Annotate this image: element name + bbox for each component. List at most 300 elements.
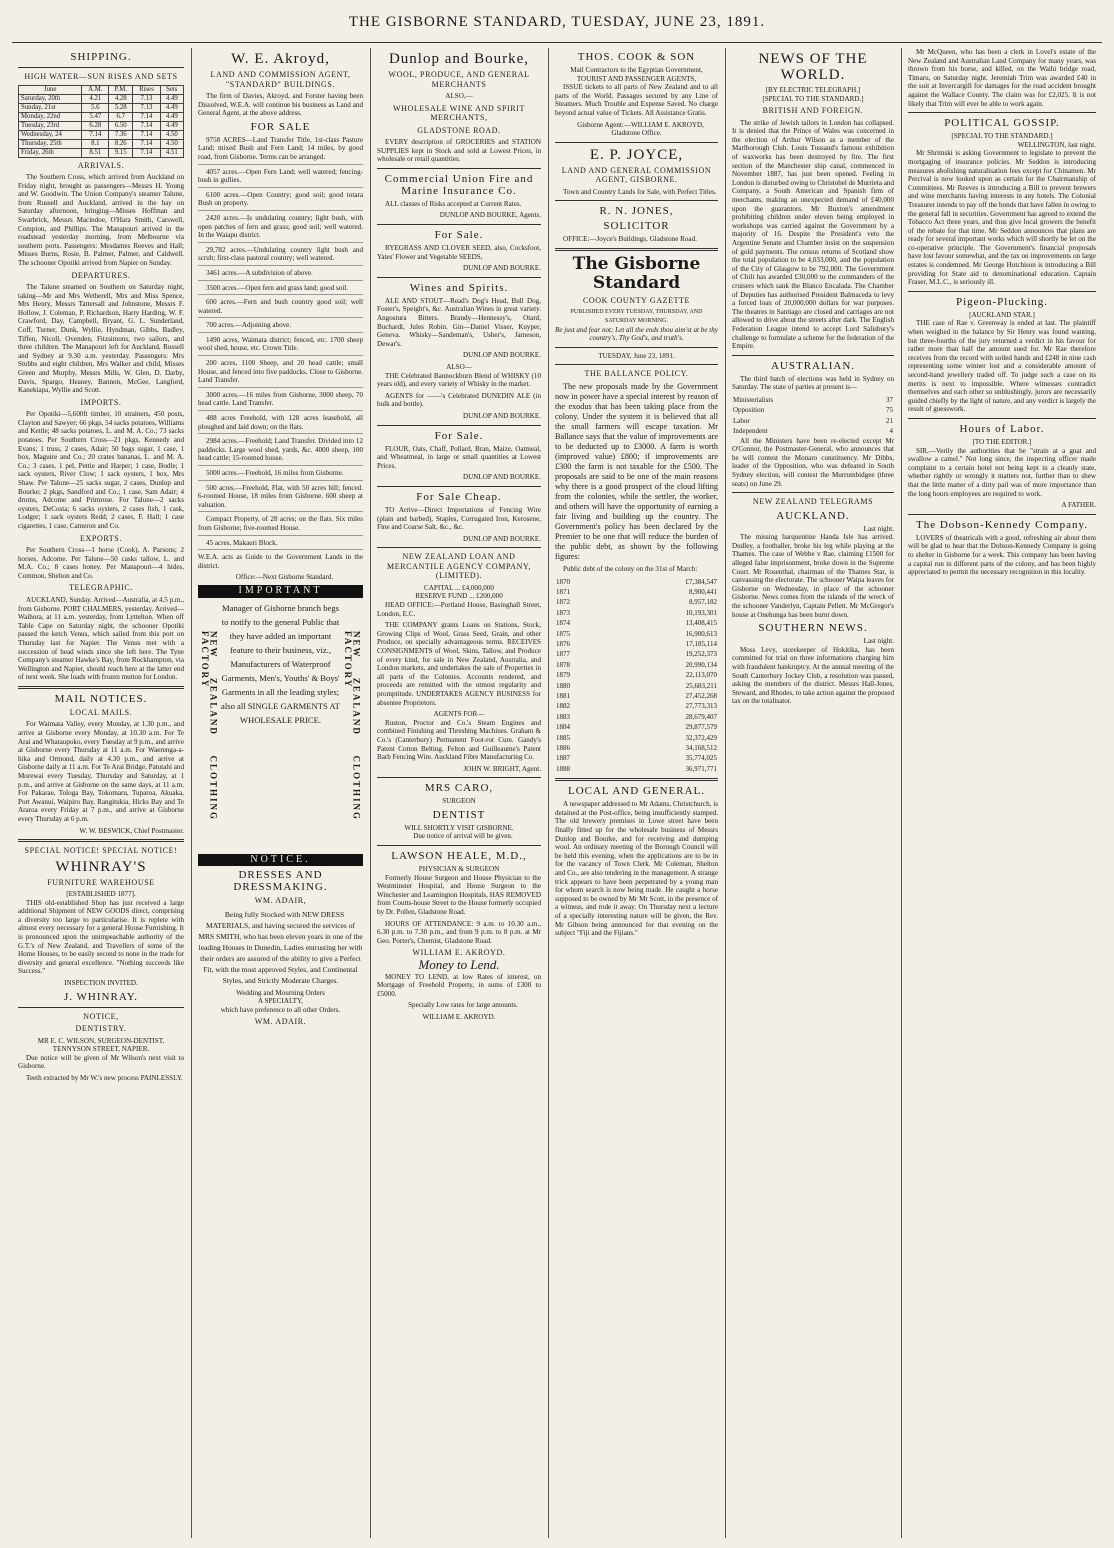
commercial-signature: DUNLOP AND BOURKE, Agents. — [439, 211, 541, 220]
special-notice: SPECIAL NOTICE! SPECIAL NOTICE! — [24, 846, 178, 856]
notice-banner: NOTICE. — [198, 854, 363, 867]
for-sale-signature: DUNLOP AND BOURKE. — [463, 264, 541, 273]
caro-dentist: DENTIST — [432, 808, 486, 821]
party-cell: Independent — [733, 427, 768, 436]
tide-cell: 8.51 — [82, 148, 109, 157]
land-listing: 500 acres.—Freehold, Flat, with 50 acres bill; fenced. 6-roomed House, 18 miles from Gisborne. 600 sheep at valuation. — [198, 484, 363, 513]
money-signature: WILLIAM E. AKROYD. — [422, 1012, 496, 1021]
tide-cell: 5.47 — [82, 112, 109, 121]
debt-caption: Public debt of the colony on the 31st of March: — [563, 564, 698, 573]
dunlop-address: GLADSTONE ROAD. — [417, 125, 501, 135]
table-row — [555, 660, 718, 670]
land-listing: 3500 acres.—Open fern and grass land; good soil. — [198, 284, 363, 296]
departures-text: The Talune steamed on Southern on Saturday night, taking—Mr and Mrs Wetherell, Mrs and Miss Spence, Mrs Henry, Messrs Tattersall and Johnstone, Messrs F. Hollow, J. Coleman, P. Richardson, Harry Harding, W. F. Crawford, Day, Campbell, Bryant, G. L. Sunderland, Coff, Turner, Dunk, Wyllie, Hyndman, Gibbs, Badley, Tiffen, Nicoll, Ovenden, Fitzsimons, two sailors, and three children. The Manapouri left for Auckland, Russell and Sydney at 9.30 a.m. yesterday. Passengers: Mrs Stubbs and eight children, Mrs Walker and child, Misses Green and Murphy, Messrs Mills, W. Glen, D. Darby, Davis, Spargo, Heaney, Bannon, McGee, Langford, Kanekiapa, Wyllie and Scott. — [18, 283, 184, 395]
land-listings — [198, 136, 363, 550]
divider — [377, 777, 541, 778]
whinray-text: THIS old-established Shop has just received a large additional Shipment of NEW GOODS direct, comprising a diversity too large to particularise. It is replete with almost every necessary for a general House Furnishing. It is pronounced upon the unimpeachable authority of the G.T.'s of New Zealand, and Travellers of some of the Home Houses, to be easily second to none in the trade for diversity and general excellence. "Nothing succeeds like Success." — [18, 898, 184, 976]
divider — [18, 1007, 184, 1008]
divider — [377, 845, 541, 846]
debt-cell: 1873 — [556, 608, 570, 617]
land-listing: 5000 acres.—Freehold, 16 miles from Gisborne. — [198, 469, 363, 481]
table-row — [19, 130, 184, 139]
australian-text-2: All the Ministers have been re-elected except Mr O'Connor, the Postmaster-General, who announces that he will contest the Monaro constituency. Mr Dibbs, leader of the Opposition, who was defeated in South Sydney election, will contest the Murrumbidgee (three seats) on June 29. — [732, 436, 894, 488]
cheap-heading: For Sale Cheap. — [416, 490, 502, 503]
ballance-text: The new proposals made by the Government now in power have a special interest by reason of the exodus that has been taking place from the colony. Under the system it is believed that all the small farmers will escape taxation. Mr Ballance says that the value of improvements are to be deducted up to £3000. A farm is worth (improved value) £800; if improvements are £300 the farm is not taxable for the £500. The proposals are said to be one of the main reasons why there is a good prospect of the cloud lifting from the colonies, while the settler, the worker, and others will have the opportunity of earning a fair living and building up the country. The Government's policy has been declared by the Premier to be one that will reduce the burden of the public debt, as shown by the following figures: — [555, 381, 718, 561]
political-gossip-text: Mr Shrimski is asking Government to legislate to prevent the mortgaging of insurance policies. Mr Seddon is introducing measures abolishing naturalisation fees except for Chinamen. Mr Percival is now looked upon as certain for the Chairmanship of Committees. Mr Reeves is introducing a Bill to prevent brewers and wine merchants having interests in any hotels. The Colonial Treasurer intends to pay off the bonds that have fallen in owing to the general fall in securities. Government has agreed to extend the Tobacco Act three years, and thus give local growers the benefit of the rebate for that time. Mr Seddon announces that plans are ready for several important works which will shortly be let on the co-operative principle. The Government's financial proposals have lost favour somewhat, and the tax on improvements on large estates is condemned. Mr George Hutchison is introducing a Bill providing for State aid to denominational education. Captain Fraser, M.L.C., is seriously ill. — [908, 149, 1096, 287]
nz-loan-office: HEAD OFFICE:—Portland House, Basinghall Street, London, E.C. — [377, 601, 541, 618]
debt-cell: 19,252,373 — [685, 650, 717, 659]
flour-signature: DUNLOP AND BOURKE. — [463, 473, 541, 482]
table-row — [19, 148, 184, 157]
australian-heading: AUSTRALIAN. — [770, 359, 856, 372]
table-row — [555, 743, 718, 753]
divider — [555, 778, 718, 781]
tide-header-cell: Rises — [133, 85, 160, 94]
ballance-heading: THE BALLANCE POLICY. — [584, 369, 689, 379]
wilson-footer: Teeth extracted by Mr W.'s new process PAINLESSLY. — [26, 1074, 183, 1082]
adair-heading: WM. ADAIR, — [254, 896, 307, 906]
hours-of-labor-heading: Hours of Labor. — [959, 422, 1045, 435]
dobson-kennedy-text: LOVERS of theatricals with a good, refreshing air about them will be glad to hear that the Dobson-Kennedy Company is going to shelter in Gisborne for a week. This company has been having a capital run in different parts of the colony, and has been highly appreciated to permit the necessary recognition in this locality. — [908, 533, 1096, 577]
nz-loan-heading: NEW ZEALAND LOAN AND MERCANTILE AGENCY COMPANY, (LIMITED). — [387, 552, 531, 581]
tide-cell: 4.49 — [160, 94, 183, 103]
shipping-heading: SHIPPING. — [70, 51, 132, 63]
hours-of-labor-sub: [TO THE EDITOR.] — [972, 437, 1032, 446]
debt-cell: 1874 — [556, 619, 570, 628]
column-3 — [371, 48, 547, 1538]
table-row — [19, 112, 184, 121]
nameplate: The Gisborne Standard — [572, 253, 701, 293]
divider — [732, 492, 894, 493]
local-mails-subheading: LOCAL MAILS. — [69, 707, 133, 717]
akroyd-text: The firm of Davies, Akroyd, and Forster having been Dissolved, W.E.A. will continue his business as Land and General Agent, at the above address. — [198, 92, 363, 118]
important-banner: IMPORTANT — [198, 585, 363, 598]
also-label: ALSO— — [446, 363, 472, 371]
tide-cell: 7.14 — [133, 121, 160, 130]
factory-banner-left: NEW ZEALAND CLOTHING FACTORY — [200, 630, 219, 821]
for-sale-heading: For Sale. — [434, 229, 484, 242]
party-cell: Labor — [733, 416, 750, 425]
whinray-invite: INSPECTION INVITED. — [64, 979, 138, 988]
debt-cell: 1877 — [556, 650, 570, 659]
table-row — [732, 405, 894, 415]
debt-cell: 1872 — [556, 598, 570, 607]
column-6 — [902, 48, 1102, 1538]
tide-cell: 5.28 — [109, 103, 133, 112]
pigeon-plucking-heading: Pigeon-Plucking. — [955, 295, 1049, 308]
debt-cell: 1875 — [556, 629, 570, 638]
masthead-rule — [12, 42, 1102, 43]
land-listing: 3461 acres.—A subdivision of above. — [198, 269, 363, 281]
tide-cell: 4.49 — [160, 103, 183, 112]
factory-advert — [198, 601, 363, 851]
cook-subheading: Mail Contractors to the Egyptian Government, TOURIST AND PASSENGER AGENTS, — [570, 66, 703, 83]
debt-cell: 8,957,182 — [689, 598, 717, 607]
tide-cell: 4.49 — [160, 121, 183, 130]
divider — [377, 425, 541, 426]
heale-heading: LAWSON HEALE, M.D., — [391, 850, 527, 863]
auckland-date: Last night. — [863, 524, 894, 533]
land-listing: 700 acres.—Adjoining above. — [198, 321, 363, 333]
debt-cell: 1870 — [556, 577, 570, 586]
motto: Be just and fear not; Let all the ends thou aim'st at be thy country's, Thy God's, and truth's. — [555, 325, 718, 343]
joyce-text: Town and Country Lands for Sale, with Perfect Titles. — [563, 187, 717, 196]
tide-header-cell: June — [19, 85, 82, 94]
jones-heading: R. N. JONES, — [599, 205, 674, 218]
table-row — [555, 597, 718, 607]
land-listing: Compact Property, of 28 acres; on the flats. Six miles from Gisborne; five-roomed House. — [198, 515, 363, 535]
tide-cell: 7.14 — [133, 112, 160, 121]
table-row — [555, 639, 718, 649]
divider — [555, 142, 718, 143]
land-listing: 4057 acres.—Open Fern Land; well watered; fencing-bush in gullies. — [198, 168, 363, 188]
debt-cell: 29,877,579 — [685, 723, 717, 732]
divider — [908, 112, 1096, 113]
dateline: TUESDAY, June 23, 1891. — [598, 351, 675, 360]
cook-signature: Gisborne Agent:—WILLIAM E. AKROYD, Gladstone Office. — [577, 120, 704, 138]
table-row — [555, 629, 718, 639]
tide-cell: Saturday, 20th — [19, 94, 82, 103]
table-row — [555, 608, 718, 618]
divider — [18, 686, 184, 689]
imports-text: Per Opotiki—5,600ft timber, 10 strainers, 450 posts, Clayton and Sawyer; 66 pkgs, 54 sacks potatoes, Williams and Kettle; 48 sacks potatoes, L. and M. A. Co.; 73 sacks potatoes. Per Southern Cross—21 pkgs, Kennedy and Evans; 1 truss, 2 cases, Adair; 50 bags sugar, 1 case, 1 box, Maguire and Co.; 20 crates bananas, L. and M. A. Co.; 3 cases, 1 pel, Pettie and Harper; 1 case, Bodle; 1 sack oysters, River Clow; 1 sack oysters, 1 box, Mrs Shaw. Per Talune—25 sacks sugar, 2 cases, Dunlop and Bourke; 2 pkgs, Sandford and Co.; 1 case, Sam Adair; 4 drums, Adcome and Primrose. For Talune—2 sacks oysters, DeCosta; 6 sacks oysters, 2 cases fish, 1 cask, Lodger; 1 sack oysters Redd; 2 cases, F. Hall; 1 case cigarettes, 1 case, Cameron and Co. — [18, 410, 184, 530]
column-5 — [726, 48, 900, 1538]
debt-cell: 27,452,268 — [685, 691, 717, 700]
tide-cell: 6.7 — [109, 112, 133, 121]
debt-cell: 8,900,441 — [689, 587, 717, 596]
southern-news-heading: SOUTHERN NEWS. — [758, 622, 868, 635]
debt-cell: 17,185,114 — [685, 639, 717, 648]
whisky-text: THE Celebrated Bannockburn Blend of WHISKY (10 years old), and every variety of Whisky in the market. — [377, 371, 541, 389]
british-foreign-heading: BRITISH AND FOREIGN. — [762, 106, 864, 116]
column-4 — [549, 48, 724, 1538]
land-listing: 9758 ACRES—Land Transfer Title, 1st-class Pasture Land; mixed Bush and Fern Land; 14 miles, by good road, from Gisborne. Terms can be arranged. — [198, 136, 363, 165]
news-subheading-special: [SPECIAL TO THE STANDARD.] — [762, 94, 864, 103]
pigeon-plucking-text: THE case of Rae v. Greenway is ended at last. The plaintiff when weighed in the balance by Sir Henry was found wanting, but three-fourths of the jury returned a verdict in his favour for rather more than half the amount sued for. Mr Rae therefore receives from the record with soiled hands and £248 in nine cash representing some winner lost and a considerable amount of second-hand jewellery traded off. To judge such a case on its merits is next to impossible. Where witnesses contradict themselves and each other so unblushingly, jurors are necessarily guided chiefly by the light of nature, and any verdict is largely the result of guesswork. — [908, 319, 1096, 414]
tide-cell: 6.28 — [82, 121, 109, 130]
divider — [908, 418, 1096, 419]
table-row — [19, 121, 184, 130]
table-row — [555, 670, 718, 680]
party-cell: 21 — [886, 416, 893, 425]
debt-cell: 1879 — [556, 671, 570, 680]
tide-cell: Tuesday, 23rd — [19, 121, 82, 130]
tide-cell: Thursday, 25th — [19, 139, 82, 148]
dunlop-wholesale: WHOLESALE WINE AND SPIRIT MERCHANTS, — [393, 103, 525, 123]
cheap-signature: DUNLOP AND BOURKE. — [463, 534, 541, 543]
debt-cell: 1884 — [556, 723, 570, 732]
debt-cell: 1883 — [556, 712, 570, 721]
debt-cell: 1881 — [556, 691, 570, 700]
auckland-heading: AUCKLAND. — [776, 509, 850, 522]
cook-heading: THOS. COOK & SON — [577, 51, 696, 63]
table-row — [555, 618, 718, 628]
land-listing: 600 acres.—Fern and bush country good soil; well watered. — [198, 298, 363, 318]
divider — [908, 291, 1096, 292]
table-row — [555, 649, 718, 659]
whinray-established: [ESTABLISHED 1877]. — [66, 890, 136, 899]
public-debt-table — [555, 577, 718, 775]
debt-cell: 1888 — [556, 764, 570, 773]
akroyd-office: Office:—Next Gisborne Standard. — [235, 573, 334, 582]
tide-cell: 7.14 — [82, 130, 109, 139]
political-gossip-heading: POLITICAL GOSSIP. — [944, 117, 1060, 130]
party-cell: Opposition — [733, 406, 765, 415]
debt-cell: 1871 — [556, 587, 570, 596]
auckland-text: The missing barquentine Handa Isle has arrived. Dudley, a footballer, broke his leg while playing at the Thames. The case of Webbe v Rae, claiming £1500 for alleged false imprisonment, broke down in the Supreme Court. Mr Rosenthal, chairman of the Thames Star, is canvassing the electorate. The schooner Waipa leaves for Gisborne on Wednesday, in place of the schooner Gisborne. News comes from the islands of the wreck of the schooner Vanderlyn, Captain Pellett. Mr McGregor's house at Onehunga has been burnt down. — [732, 533, 894, 619]
telegraphic-text: AUCKLAND, Sunday. Arrived—Australia, at 4.5 p.m., from Gisborne. PORT CHALMERS, yesterday. Arrived—Waihora, at 11 a.m. yesterday, from Lyttelton. When off Table Cape on Saturday night, the schooner Opotiki passed the ketch Venus, which sailed from this port on Thursday last for Napier. The Venus met with a succession of head winds since she left here. The Tyne Company's steamer Hawke's Bay, from Rockhampton, via Wellington and Napier, should reach here at the latter end of next week. She loads with frozen mutton for London. — [18, 595, 184, 682]
tide-cell: Sunday, 21st — [19, 103, 82, 112]
divider — [18, 839, 184, 842]
tide-cell: 4.51 — [160, 148, 183, 157]
tide-cell: 5.6 — [82, 103, 109, 112]
factory-text: Manager of Gisborne branch begs to notify to the general Public that they have added an important feature to their business, viz., Manufacturers of Waterproof Garments, Men's, Youths' & Boys' Garments in all the leading styles; also all SINGLE GARMENTS AT WHOLESALE PRICE. — [221, 602, 340, 725]
exports-heading: EXPORTS. — [80, 533, 122, 543]
caro-heading: MRS CARO, — [424, 782, 494, 795]
table-row — [555, 577, 718, 587]
divider — [377, 224, 541, 225]
tide-cell: 7.14 — [133, 148, 160, 157]
wines-signature: DUNLOP AND BOURKE. — [463, 351, 541, 360]
akroyd-subheading: LAND AND COMMISSION AGENT, "STANDARD" BUILDINGS. — [210, 70, 351, 89]
debt-cell: 32,372,429 — [685, 733, 717, 742]
tide-cell: 6.50 — [109, 121, 133, 130]
land-listing: 1490 acres, Waimata district; fenced, etc. 1700 sheep wool shed, house, etc. Crown Title. — [198, 336, 363, 356]
tide-cell: 7.13 — [133, 94, 160, 103]
pigeon-plucking-sub: [AUCKLAND STAR.] — [969, 310, 1035, 319]
parties-table — [732, 395, 894, 437]
imports-heading: IMPORTS. — [80, 397, 122, 407]
column6-intro: Mr McQueen, who has been a clerk in Lovel's estate of the New Zealand and Australian Land Company for many years, was thrown from his horse, and killed, on the Waihi bridge road, Timaru, on Saturday night. Jeremiah Trim was awarded £40 in the suit at Invercargill for damages for the road accident brought against the Wallace County. The claim was for £2,025. It is not likely that Trim will ever be able to work again. — [908, 48, 1096, 108]
caro-due: Due notice of arrival will be given. — [413, 832, 513, 841]
debt-cell: 1878 — [556, 660, 570, 669]
jones-text: OFFICE:—Joyce's Buildings, Gladstone Road. — [563, 235, 697, 244]
land-listing: 488 acres Freehold, with 128 acres leasehold, all ploughed and laid down; on the flats. — [198, 414, 363, 434]
tide-cell: 8.1 — [82, 139, 109, 148]
mail-signature: W. W. BESWICK, Chief Postmaster. — [79, 826, 184, 835]
commercial-union-heading: Commercial Union Fire and Marine Insurance Co. — [384, 172, 534, 197]
adair-text: Being fully Stocked with NEW DRESS MATERIALS, and having secured the services of MRS SMITH, who has been eleven years in one of the leading Houses in Dunedin, Ladies entrusting her with their orders are assured of the ability to give a Perfect Fit, with the most approved Styles, and Continental Styles, and Strictly Moderate Charges. — [198, 909, 363, 985]
debt-cell: 20,990,134 — [685, 660, 717, 669]
cook-text: ISSUE tickets to all parts of New Zealand and to all parts of the World. Passages secured by any Line of Steamers. Much Trouble and Expense Saved. No charge beyond actual value of Tickets. All Assistance Gratis. — [555, 83, 718, 117]
local-general-heading: LOCAL AND GENERAL. — [567, 785, 706, 798]
table-row — [732, 395, 894, 405]
table-row — [555, 712, 718, 722]
cheap-text: TO Arrive—Direct Importations of Fencing Wire (plain and barbed), Staples, Corrugated Iron, Kerosene, Fine and Coarse Salt, &c., &c. — [377, 505, 541, 532]
factory-banner-right: NEW ZEALAND CLOTHING FACTORY — [343, 630, 362, 821]
tide-table — [18, 85, 184, 158]
notice-heading: NOTICE, — [83, 1011, 119, 1021]
table-row — [555, 701, 718, 711]
mail-text: For Waimata Valley, every Monday, at 1.30 p.m., and arrive at Gisborne every Monday, at 10.30 a.m. For Te Arai and Whataupoko, every Tuesday at 9 p.m., and arrive at Gisborne every Thursday at 11 a.m. For Waerenga-a-hika and Ormond, daily at 4.30 p.m., and arrive at Gisborne daily at 11 a.m. For Te Arai Bridge, Patutahi and Morewai every Tuesday, Thursday and Saturday, at 1 p.m., and arrive at Gisborne on the same days, at 11 a.m. For Pakarae, Tologa Bay, Tokomaru, Tuparoa, Akuaka, Port Awanui, Waipiro Bay, Rangitukia, Hicks Bay and Te Araroa every Friday at 7 p.m., and arrive at Gisborne every Thursday at 6 p.m. — [18, 720, 184, 823]
table-row — [19, 139, 184, 148]
tide-cell: 4.28 — [109, 94, 133, 103]
divider — [555, 364, 718, 365]
debt-cell: 1887 — [556, 754, 570, 763]
column-2 — [192, 48, 369, 1538]
for-sale-heading: FOR SALE — [250, 120, 311, 133]
tide-cell: 8.26 — [109, 139, 133, 148]
for-sale-text: RYEGRASS AND CLOVER SEED, also, Cocksfoot, Yates' Flower and Vegetable SEEDS, — [377, 244, 541, 261]
dunlop-also: ALSO,— — [445, 92, 473, 100]
akroyd-heading: W. E. Akroyd, — [231, 51, 330, 67]
adair-preference: which have preference to all other Orders. — [220, 1005, 341, 1014]
dunlop-heading: Dunlop and Bourke, — [388, 51, 530, 67]
tide-header-cell: P.M. — [109, 85, 133, 94]
divider — [555, 347, 718, 348]
dobson-kennedy-heading: The Dobson-Kennedy Company. — [915, 518, 1088, 531]
caro-surgeon: SURGEON — [442, 797, 476, 806]
dresses-heading: DRESSES AND DRESSMAKING. — [233, 869, 328, 894]
debt-cell: 1880 — [556, 681, 570, 690]
tide-cell: 4.49 — [160, 112, 183, 121]
debt-cell: 25,683,211 — [685, 681, 717, 690]
wines-heading: Wines and Spirits. — [409, 281, 509, 294]
joyce-heading: E. P. JOYCE, — [589, 146, 684, 163]
tide-table-title: HIGH WATER—SUN RISES AND SETS — [24, 72, 178, 81]
telegraphic-heading: TELEGRAPHIC. — [69, 583, 133, 593]
adair-signature: WM. ADAIR. — [254, 1017, 307, 1027]
nz-telegrams-heading: NEW ZEALAND TELEGRAMS — [752, 497, 874, 507]
dunlop-subheading: WOOL, PRODUCE, AND GENERAL MERCHANTS — [388, 70, 530, 89]
adair-specialty: A SPECIALTY, — [258, 997, 303, 1006]
divider — [377, 486, 541, 487]
departures-heading: DEPARTURES. — [71, 270, 131, 280]
divider — [18, 67, 184, 68]
tide-cell: Friday, 26th — [19, 148, 82, 157]
money-note: Specially Low rates for large amounts. — [408, 1001, 518, 1010]
australian-text: The third batch of elections was held in Sydney on Saturday. The state of parties at present is— — [732, 374, 894, 392]
table-row — [555, 587, 718, 597]
divider — [377, 277, 541, 278]
debt-cell: 22,113,070 — [685, 671, 717, 680]
debt-cell: 1882 — [556, 702, 570, 711]
party-cell: 4 — [889, 427, 893, 436]
tide-cell: 4.21 — [82, 94, 109, 103]
tide-header-cell: Sets — [160, 85, 183, 94]
gazette-title: COOK COUNTY GAZETTE — [582, 295, 691, 305]
debt-cell: 35,774,025 — [685, 754, 717, 763]
tide-cell: 7.13 — [133, 103, 160, 112]
jones-subheading: SOLICITOR — [603, 220, 670, 233]
divider — [377, 168, 541, 169]
table-row — [732, 426, 894, 436]
money-heading: Money to Lend. — [418, 956, 500, 972]
land-listing: 3000 acres.—16 miles from Gisborne, 3000 sheep, 70 head cattle. Land Transfer. — [198, 391, 363, 411]
whinray-signature: J. WHINRAY. — [63, 990, 139, 1003]
adair-wedding: Wedding and Mourning Orders — [236, 988, 325, 997]
land-listing: 45 acres, Makauri Block. — [198, 539, 363, 551]
caro-visit: WILL SHORTLY VISIT GISBORNE. — [404, 823, 514, 832]
table-row — [732, 416, 894, 426]
joyce-subheading: LAND AND GENERAL COMMISSION AGENT, GISBORNE. — [561, 165, 712, 185]
tide-cell: 4.50 — [160, 130, 183, 139]
southern-text: Moss Levy, storekeeper of Hokitika, has been committed for trial on three informations charging him with fraudulent bankruptcy. At the annual meeting of the South Canterbury Jockey Club, a resolution was passed, asking the members of the district. Messrs Hall-Jones, Steward, and Rhodes, to take action against the proposed tax on the totalisator. — [732, 645, 894, 706]
debt-cell: 10,193,301 — [685, 608, 717, 617]
divider — [555, 248, 718, 251]
debt-cell: 1886 — [556, 744, 570, 752]
heale-subheading: PHYSICIAN & SURGEON — [418, 865, 500, 874]
wilson-name: MR E. C. WILSON, SURGEON-DENTIST, TENNYSON STREET, NAPIER. — [37, 1036, 165, 1054]
mail-notices-heading: MAIL NOTICES. — [54, 692, 148, 705]
tide-cell: 7.14 — [133, 139, 160, 148]
local-general-text: A newspaper addressed to Mr Adams, Christchurch, is detained at the Post-office, being insufficiently stamped. The old brewery premises in Lowe street have been finally fitted up for the wholesale business of Messrs Dunlop and Bourke, and for receiving and dumping wool. An ordinary meeting of the Borough Council will be held this evening, when the applications are to be in for the vacancy of Town Clerk. Mr Coleman, Shelton and Co., are also tendering in the management. A strange trick appears to have been perpetrated by a young man for whom search is now being made. He caught a horse supposed to be owned by Mr Mr Scott, in the presence of a witness, and rode it away. On Thursday next a lecture of a specially interesting nature will be given, the Rev. Mr Gibson being announced for that evening on the subject "Fiji and the Fijians." — [555, 800, 718, 938]
commercial-text: ALL classes of Risks accepted at Current Rates. — [385, 199, 522, 208]
heale-text: Formerly House Surgeon and House Physician to the Westminster Hospital, and House Surgeon to the Winchester and Leamington Hospitals, HAS REMOVED from Coutts-house Street to the House formerly occupied by Dr. Pollen, Gladstone Road. — [377, 873, 541, 917]
land-listing: 200 acres, 1100 Sheep, and 20 head cattle; small House, and fenced into five paddocks. Close to Gisborne. Land Transfer. — [198, 359, 363, 388]
wines-text: ALE AND STOUT—Read's Dog's Head, Bull Dog, Foster's, Speight's, &c. Australian Wines in great variety. Angostura Bitters. Brandy—Hennessy's, Otard, Buchardi, Jules Robin. Gin—Daniel Visser, Kuyper, Geneva. Whisky—Sandeman's, Usher's, Jameson, Dewar's. — [377, 296, 541, 348]
tide-cell: 7.14 — [133, 130, 160, 139]
news-heading: NEWS OF THE WORLD. — [758, 51, 868, 83]
table-row — [19, 94, 184, 103]
dentistry-heading: DENTISTRY. — [75, 1024, 127, 1034]
nz-loan-text: THE COMPANY grants Loans on Stations, Stock, Growing Clips of Wool, Grass Seed, Grain, and other Produce, on specially advantageous terms. RECEIVES CONSIGNMENTS of Wool, Skins, Tallow, and Produce of every kind, for sale in New Zealand, Australia, and London markets, and undertakes the sale of Properties in all parts of the Colonies. Accounts rendered, and proceeds are remitted with the utmost regularity and promptitude. UNDERTAKES AGENCY BUSINESS for absentee Proprietors. — [377, 621, 541, 707]
akroyd-note: W.E.A. acts as Guide to the Government Lands in the district. — [198, 553, 363, 570]
arrivals-text: The Southern Cross, which arrived from Auckland on Friday night, brought as passengers—Messrs H. Young and W. Goodwin. The Union Company's steamer Talune, from Russell and Auckland, arrived in the bay on Saturday afternoon, bringing—Misses Hoffman and Swarbrick, Messrs Macindoe, O'Hara Smith, Carswell, Compion, and Phillips. The Manapouri arrived in the roadstead yesterday morning, from Melbourne via southern ports. Passengers: Mesdames Reeves and Hall; Misses Burns, Rosie, B. Palmer, Palmer, and Caldwell. The schooner Opotiki arrived from Napier on Sunday. — [18, 173, 184, 267]
land-listing: 2420 acres.—Is undulating country; light bush, with open patches of fern and grass; good soil; well watered. In the Waiapu district. — [198, 214, 363, 243]
nz-loan-reserve: RESERVE FUND ... £200,000 — [415, 592, 503, 601]
southern-date: Last night. — [863, 637, 894, 646]
land-listing: 29,782 acres.—Undulating country light bush and scrub; first-class pastoral country; well watered. — [198, 246, 363, 266]
divider — [555, 200, 718, 201]
published-line: PUBLISHED EVERY TUESDAY, THURSDAY, AND SATURDAY MORNING. — [570, 309, 703, 325]
news-subheading-telegraph: [BY ELECTRIC TELEGRAPH.] — [765, 86, 861, 94]
bright-signature: JOHN W. BRIGHT, Agent. — [463, 764, 541, 773]
divider — [377, 547, 541, 548]
masthead: THE GISBORNE STANDARD, TUESDAY, JUNE 23, 1891. — [348, 14, 766, 30]
agents-for-label: AGENTS FOR— — [433, 710, 485, 719]
divider — [908, 514, 1096, 515]
tide-cell: Wednesday, 24 — [19, 130, 82, 139]
whinray-heading: WHINRAY'S — [55, 858, 147, 875]
tide-cell: Monday, 22nd — [19, 112, 82, 121]
tide-cell: 4.50 — [160, 139, 183, 148]
table-row — [555, 733, 718, 743]
divider — [732, 355, 894, 356]
debt-cell: 36,971,771 — [685, 764, 717, 773]
debt-cell: 1876 — [556, 639, 570, 648]
debt-cell: 28,679,407 — [685, 712, 717, 721]
tide-header-cell: A.M. — [82, 85, 109, 94]
table-row — [19, 103, 184, 112]
agents-list: Ruston, Proctor and Co.'s Steam Engines and combined Finishing and Threshing Machines. Graham & Co.'s (Canterbury) Permanent Foot-rot Cure. Gandy's Patent Cotton Belting. Felton and Guilleaume's Patent Barb Fencing Wire. Auckland Fibre Manufacturing Co. — [377, 718, 541, 762]
column-1 — [12, 48, 190, 1538]
akroyd-name: WILLIAM E. AKROYD. — [412, 948, 506, 958]
tide-cell: 7.36 — [109, 130, 133, 139]
table-row — [555, 764, 718, 774]
land-listing: 6100 acres.—Open Country; good soil; good totara Bush on property. — [198, 191, 363, 211]
arrivals-heading: ARRIVALS. — [77, 160, 125, 170]
agents-signature: DUNLOP AND BOURKE. — [463, 411, 541, 420]
table-row — [555, 753, 718, 763]
british-foreign-text: The strike of Jewish tailors in London has collapsed. It is denied that the Prince of Wales was concerned in the election of Arthur Wilson as a member of the Marlborough Club. Louis Tussaud's famous exhibition of waxworks has been destroyed by fire. The first section of the Manchester ship canal, commenced in November 1887, has just been opened. Feeling in London is disturbed owing to Christobel de Murrieta and Company, a South American and Spanish firm of merchants, making an unexpected demand of £40,000 upon the guarantors. Mr Buxton's amendment prohibiting children under eleven being employed in workshops was carried against the Government by a majority of 16. Despite the President's veto the Argentine Senate and Chamber insist on the suspension of gold payments. The census returns of Scotland show the total population to be 4,033,000, and the population of the City of Glasgow to be 792,000. The Government of Chili has awarded £30,000 to the commanders of the cruisers which sank the Blanco Encalada. The Chamber of Deputies has authorised President Balmaceda to levy a forced loan of 20,000,000 dollars for war purposes. The theatres in Santiago are closed and carriages are not allowed to drive about the streets after dark. The English Federation League intend to accept Lord Salisbury's challenge to formulate a scheme for the federation of the Empire. — [732, 118, 894, 351]
table-row — [555, 691, 718, 701]
debt-cell: 16,900,613 — [685, 629, 717, 638]
debt-cell: 1885 — [556, 733, 570, 742]
heale-hours: HOURS OF ATTENDANCE: 9 a.m. to 10.30 a.m., 6.30 p.m. to 7.30 p.m., and from 9 p.m. to 8 p.m. at Mr Geo. Porter's, Chemist, Gladstone Road. — [377, 919, 541, 945]
flour-heading: For Sale. — [434, 429, 484, 442]
hours-of-labor-text: SIR,—Verily the authorities that be "strain at a gnat and swallow a camel." Not long since, the inspecting officer made complaint to a certain hotel not being kept in a cleanly state, whether rightly or wrongly it matters not, further than to shew that the little matter of a dirty pail was of more importance than the long hours employees are required to work. — [908, 446, 1096, 498]
political-gossip-sub: [SPECIAL TO THE STANDARD.] — [951, 132, 1053, 141]
political-gossip-date: WELLINGTON, last night. — [1017, 140, 1096, 149]
flour-text: FLOUR, Oats, Chaff, Pollard, Bran, Maize, Oatmeal, and Wheatmeal, in large or small quantities at Lowest Prices. — [377, 444, 541, 470]
whinray-subheading: FURNITURE WAREHOUSE — [47, 877, 155, 887]
party-cell: 37 — [886, 395, 893, 404]
debt-cell: £7,384,547 — [685, 577, 717, 586]
table-row — [555, 681, 718, 691]
hours-of-labor-signature: A FATHER. — [1061, 501, 1096, 510]
dunlop-text: EVERY description of GROCERIES and STATION SUPPLIES kept in Stock and sold at Lowest Prices, in wholesale or retail quantities. — [377, 138, 541, 164]
